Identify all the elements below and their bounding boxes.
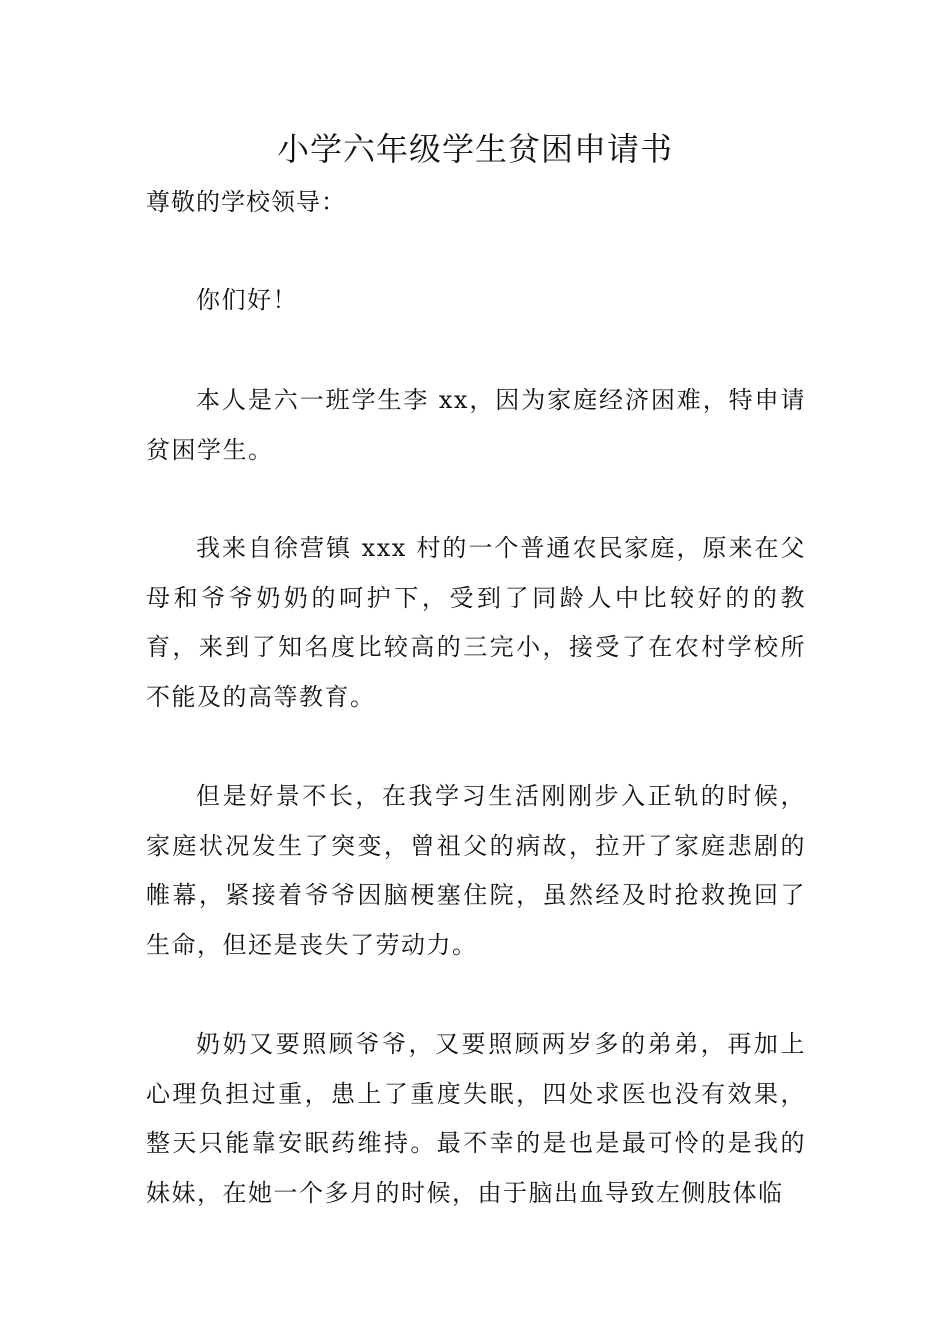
paragraph-greeting: 你们好！	[196, 286, 298, 314]
paragraph-introduction: 本人是六一班学生李 xx，因为家庭经济困难，特申请贫困学生。	[146, 386, 806, 464]
paragraph-family-change: 但是好景不长，在我学习生活刚刚步入正轨的时候，家庭状况发生了突变，曾祖父的病故，拉开了家庭悲剧的帷幕，紧接着爷爷因脑梗塞住院，虽然经及时抢救挽回了生命，但还是丧失了劳动力。	[146, 782, 806, 959]
salutation: 尊敬的学校领导：	[146, 188, 346, 216]
paragraph-hardship: 奶奶又要照顾爷爷，又要照顾两岁多的弟弟，再加上心理负担过重，患上了重度失眠，四处求医也没有效果，整天只能靠安眠药维持。最不幸的是也是最可怜的是我的妹妹，在她一个多月的时候，由于脑出血导致左侧肢体临	[146, 1030, 806, 1207]
document-title: 小学六年级学生贫困申请书	[276, 130, 673, 168]
paragraph-background: 我来自徐营镇 xxx 村的一个普通农民家庭，原来在父母和爷爷奶奶的呵护下，受到了同龄人中比较好的的教育，来到了知名度比较高的三完小，接受了在农村学校所不能及的高等教育。	[146, 534, 806, 711]
